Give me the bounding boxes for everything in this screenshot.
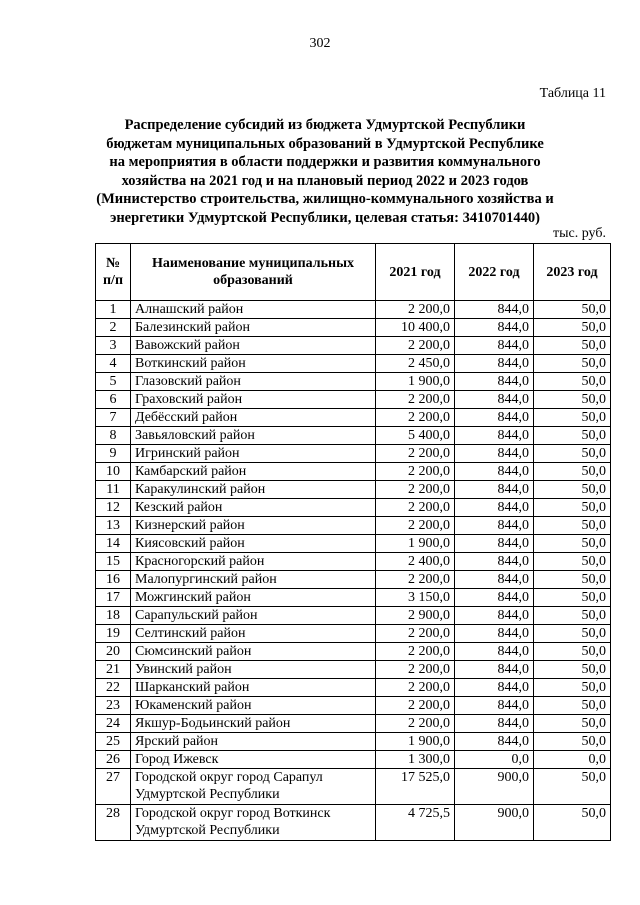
subsidy-table: [95, 243, 611, 841]
table-row: [96, 571, 611, 589]
row-name: Граховский район: [131, 391, 376, 409]
row-number: 22: [96, 679, 131, 697]
row-name: Киясовский район: [131, 535, 376, 553]
row-value-2021: 17 525,0: [376, 769, 455, 805]
row-name: Дебёсский район: [131, 409, 376, 427]
row-value-2022: 844,0: [455, 715, 534, 733]
header-2023: 2023 год: [534, 244, 611, 301]
row-number: 15: [96, 553, 131, 571]
table-row: [96, 463, 611, 481]
row-name: Завьяловский район: [131, 427, 376, 445]
row-number: 26: [96, 751, 131, 769]
table-row: [96, 337, 611, 355]
row-number: 16: [96, 571, 131, 589]
row-value-2023: 50,0: [534, 301, 611, 319]
row-value-2021: 2 900,0: [376, 607, 455, 625]
table-row: [96, 517, 611, 535]
title-line: хозяйства на 2021 год и на плановый период 2022 и 2023 годов: [121, 172, 529, 189]
title-line: Распределение субсидий из бюджета Удмуртской Республики: [124, 117, 526, 133]
table-title: [60, 116, 590, 228]
row-value-2022: 844,0: [455, 463, 534, 481]
row-value-2023: 50,0: [534, 517, 611, 535]
row-value-2021: 2 200,0: [376, 499, 455, 517]
row-value-2021: 1 900,0: [376, 373, 455, 391]
table-row: [96, 769, 611, 805]
row-value-2021: 2 200,0: [376, 463, 455, 481]
row-value-2023: 50,0: [534, 391, 611, 409]
row-value-2022: 844,0: [455, 571, 534, 589]
row-value-2021: 1 900,0: [376, 733, 455, 751]
header-name: Наименование муниципальных образований: [131, 244, 376, 301]
row-name: Малопургинский район: [131, 571, 376, 589]
title-line: энергетики Удмуртской Республики, целевая статья: 3410701440): [110, 209, 540, 226]
table-row: [96, 607, 611, 625]
row-number: 17: [96, 589, 131, 607]
row-number: 9: [96, 445, 131, 463]
row-value-2022: 844,0: [455, 319, 534, 337]
row-value-2023: 50,0: [534, 769, 611, 805]
row-value-2023: 50,0: [534, 553, 611, 571]
table-row: [96, 355, 611, 373]
table-row: [96, 499, 611, 517]
row-number: 11: [96, 481, 131, 499]
row-value-2021: 4 725,5: [376, 805, 455, 841]
row-value-2021: 2 200,0: [376, 301, 455, 319]
row-value-2021: 2 200,0: [376, 445, 455, 463]
row-number: 21: [96, 661, 131, 679]
row-value-2022: 844,0: [455, 625, 534, 643]
row-number: 18: [96, 607, 131, 625]
row-number: 23: [96, 697, 131, 715]
row-value-2021: 1 900,0: [376, 535, 455, 553]
row-value-2023: 50,0: [534, 373, 611, 391]
row-value-2023: 50,0: [534, 679, 611, 697]
row-value-2021: 2 200,0: [376, 571, 455, 589]
row-value-2023: 50,0: [534, 607, 611, 625]
row-number: 7: [96, 409, 131, 427]
row-value-2023: 50,0: [534, 733, 611, 751]
row-value-2022: 844,0: [455, 301, 534, 319]
row-name: Красногорский район: [131, 553, 376, 571]
row-name: Городской округ город Сарапул Удмуртской Республики: [131, 769, 376, 805]
row-name: Воткинский район: [131, 355, 376, 373]
row-value-2022: 900,0: [455, 769, 534, 805]
row-number: 2: [96, 319, 131, 337]
row-name: Кизнерский район: [131, 517, 376, 535]
units-label: тыс. руб.: [553, 226, 606, 241]
row-value-2021: 2 200,0: [376, 481, 455, 499]
row-value-2023: 0,0: [534, 751, 611, 769]
row-name: Каракулинский район: [131, 481, 376, 499]
row-value-2022: 844,0: [455, 643, 534, 661]
row-value-2022: 844,0: [455, 499, 534, 517]
row-name: Увинский район: [131, 661, 376, 679]
row-value-2021: 2 200,0: [376, 697, 455, 715]
row-number: 28: [96, 805, 131, 841]
table-row: [96, 661, 611, 679]
table-row: [96, 301, 611, 319]
row-value-2022: 844,0: [455, 661, 534, 679]
table-row: [96, 715, 611, 733]
header-2021: 2021 год: [376, 244, 455, 301]
title-line: бюджетам муниципальных образований в Удмуртской Республике: [106, 135, 544, 152]
row-value-2022: 844,0: [455, 553, 534, 571]
table-row: [96, 391, 611, 409]
row-name: Сюмсинский район: [131, 643, 376, 661]
row-name: Ярский район: [131, 733, 376, 751]
table-body: [96, 301, 611, 841]
row-value-2022: 844,0: [455, 481, 534, 499]
row-number: 25: [96, 733, 131, 751]
row-value-2022: 844,0: [455, 373, 534, 391]
row-value-2023: 50,0: [534, 463, 611, 481]
table-label: Таблица 11: [539, 86, 606, 101]
table-row: [96, 643, 611, 661]
row-number: 14: [96, 535, 131, 553]
row-value-2023: 50,0: [534, 481, 611, 499]
row-name: Городской округ город Воткинск Удмуртской Республики: [131, 805, 376, 841]
row-value-2023: 50,0: [534, 409, 611, 427]
table-row: [96, 445, 611, 463]
row-name: Игринский район: [131, 445, 376, 463]
table-row: [96, 553, 611, 571]
row-value-2022: 844,0: [455, 589, 534, 607]
row-value-2023: 50,0: [534, 697, 611, 715]
row-number: 1: [96, 301, 131, 319]
row-number: 5: [96, 373, 131, 391]
row-value-2022: 844,0: [455, 535, 534, 553]
row-value-2022: 844,0: [455, 337, 534, 355]
row-value-2022: 844,0: [455, 679, 534, 697]
table-row: [96, 625, 611, 643]
row-name: Глазовский район: [131, 373, 376, 391]
table-row: [96, 733, 611, 751]
header-2022: 2022 год: [455, 244, 534, 301]
table-row: [96, 373, 611, 391]
row-value-2021: 2 200,0: [376, 643, 455, 661]
row-value-2022: 844,0: [455, 427, 534, 445]
row-value-2021: 2 450,0: [376, 355, 455, 373]
row-value-2023: 50,0: [534, 661, 611, 679]
row-value-2023: 50,0: [534, 337, 611, 355]
row-value-2022: 844,0: [455, 733, 534, 751]
row-value-2022: 844,0: [455, 355, 534, 373]
table-row: [96, 427, 611, 445]
title-line: (Министерство строительства, жилищно-коммунального хозяйства и: [96, 191, 554, 208]
row-name: Вавожский район: [131, 337, 376, 355]
row-value-2021: 2 400,0: [376, 553, 455, 571]
row-value-2021: 3 150,0: [376, 589, 455, 607]
row-number: 20: [96, 643, 131, 661]
table-row: [96, 589, 611, 607]
row-value-2023: 50,0: [534, 625, 611, 643]
table-row: [96, 679, 611, 697]
title-line: на мероприятия в области поддержки и развития коммунального: [109, 154, 541, 171]
row-name: Алнашский район: [131, 301, 376, 319]
row-value-2022: 844,0: [455, 517, 534, 535]
table-row: [96, 409, 611, 427]
row-name: Камбарский район: [131, 463, 376, 481]
row-value-2022: 844,0: [455, 445, 534, 463]
row-value-2021: 2 200,0: [376, 391, 455, 409]
row-number: 13: [96, 517, 131, 535]
table-row: [96, 319, 611, 337]
row-number: 6: [96, 391, 131, 409]
row-name: Можгинский район: [131, 589, 376, 607]
row-value-2023: 50,0: [534, 499, 611, 517]
row-number: 4: [96, 355, 131, 373]
row-value-2021: 2 200,0: [376, 337, 455, 355]
row-value-2022: 844,0: [455, 697, 534, 715]
row-number: 10: [96, 463, 131, 481]
row-value-2021: 2 200,0: [376, 715, 455, 733]
table-row: [96, 535, 611, 553]
row-name: Юкаменский район: [131, 697, 376, 715]
row-name: Сарапульский район: [131, 607, 376, 625]
page-number: 302: [309, 36, 331, 51]
row-value-2023: 50,0: [534, 535, 611, 553]
row-value-2022: 844,0: [455, 409, 534, 427]
row-name: Кезский район: [131, 499, 376, 517]
header-number: № п/п: [96, 244, 131, 301]
table-row: [96, 481, 611, 499]
row-number: 27: [96, 769, 131, 805]
row-value-2023: 50,0: [534, 643, 611, 661]
row-value-2023: 50,0: [534, 805, 611, 841]
row-number: 8: [96, 427, 131, 445]
row-value-2023: 50,0: [534, 427, 611, 445]
row-value-2022: 0,0: [455, 751, 534, 769]
table-row: [96, 697, 611, 715]
row-name: Якшур-Бодьинский район: [131, 715, 376, 733]
table-row: [96, 751, 611, 769]
row-value-2022: 844,0: [455, 607, 534, 625]
row-value-2021: 2 200,0: [376, 409, 455, 427]
row-value-2021: 2 200,0: [376, 679, 455, 697]
row-value-2023: 50,0: [534, 589, 611, 607]
row-number: 19: [96, 625, 131, 643]
row-name: Город Ижевск: [131, 751, 376, 769]
row-value-2021: 1 300,0: [376, 751, 455, 769]
row-value-2021: 2 200,0: [376, 661, 455, 679]
row-value-2021: 2 200,0: [376, 625, 455, 643]
row-value-2023: 50,0: [534, 319, 611, 337]
row-name: Селтинский район: [131, 625, 376, 643]
row-value-2021: 10 400,0: [376, 319, 455, 337]
table-header-row: [96, 244, 611, 301]
row-value-2021: 2 200,0: [376, 517, 455, 535]
row-value-2023: 50,0: [534, 445, 611, 463]
row-number: 24: [96, 715, 131, 733]
row-number: 3: [96, 337, 131, 355]
row-value-2023: 50,0: [534, 715, 611, 733]
row-name: Балезинский район: [131, 319, 376, 337]
row-value-2023: 50,0: [534, 571, 611, 589]
row-value-2021: 5 400,0: [376, 427, 455, 445]
row-number: 12: [96, 499, 131, 517]
row-value-2023: 50,0: [534, 355, 611, 373]
row-value-2022: 844,0: [455, 391, 534, 409]
row-value-2022: 900,0: [455, 805, 534, 841]
table-row: [96, 805, 611, 841]
row-name: Шарканский район: [131, 679, 376, 697]
